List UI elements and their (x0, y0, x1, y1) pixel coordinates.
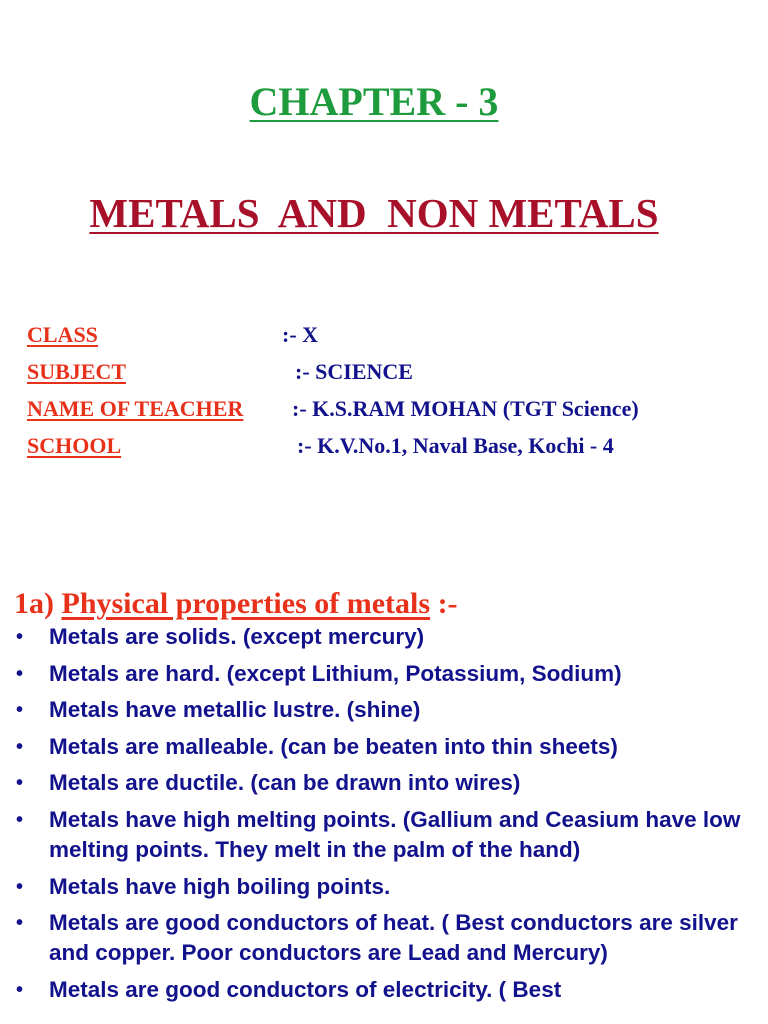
info-label: SCHOOL (27, 433, 122, 458)
list-item-text: Metals are good conductors of electricity. ( Best (49, 976, 562, 1002)
bullet-icon: • (16, 626, 24, 648)
list-item (0, 768, 768, 798)
section-title: Physical properties of metals (61, 587, 431, 620)
list-item (0, 659, 768, 689)
list-item (0, 622, 768, 652)
bullet-icon: • (16, 735, 24, 758)
section-separator: :- (437, 587, 458, 620)
bullet-icon: • (16, 808, 24, 831)
list-item (0, 872, 768, 902)
info-label: CLASS (27, 322, 98, 347)
info-row-subject (27, 357, 413, 387)
property-list (0, 622, 768, 1011)
topic-title: METALS AND NON METALS (89, 190, 659, 236)
list-item (0, 805, 768, 865)
info-row-teacher (27, 394, 639, 424)
bullet-icon: • (16, 912, 24, 935)
list-item-text: Metals are ductile. (can be drawn into wires) (49, 770, 521, 796)
chapter-title: CHAPTER - 3 (249, 79, 499, 124)
list-item-text: Metals are good conductors of heat. ( Best conductors are silver and copper. Poor conductors are Lead and Mercury) (49, 910, 738, 966)
info-value: :- K.V.No.1, Naval Base, Kochi - 4 (297, 433, 614, 458)
list-item (0, 975, 768, 1005)
info-value: :- K.S.RAM MOHAN (TGT Science) (292, 396, 639, 421)
info-value: :- X (282, 322, 319, 347)
info-label: SUBJECT (27, 359, 127, 384)
list-item-text: Metals are malleable. (can be beaten into thin sheets) (49, 733, 618, 759)
info-value: :- SCIENCE (295, 359, 413, 384)
info-row-school (27, 431, 614, 461)
bullet-icon: • (16, 978, 24, 1001)
bullet-icon: • (16, 662, 24, 685)
list-item (0, 732, 768, 762)
section-heading (14, 584, 458, 624)
list-item (0, 908, 768, 968)
bullet-icon: • (16, 772, 24, 795)
section-number: 1a) (14, 587, 54, 620)
list-item-text: Metals are hard. (except Lithium, Potassium, Sodium) (49, 660, 622, 686)
bullet-icon: • (16, 699, 24, 722)
list-item-text: Metals have high melting points. (Gallium and Ceasium have low melting points. They melt in the palm of the hand) (49, 806, 741, 862)
list-item-text: Metals are solids. (except mercury) (49, 624, 425, 649)
info-label: NAME OF TEACHER (27, 396, 244, 421)
list-item-text: Metals have metallic lustre. (shine) (49, 697, 421, 723)
list-item-text: Metals have high boiling points. (49, 873, 391, 899)
info-row-class (27, 320, 319, 350)
list-item (0, 695, 768, 725)
bullet-icon: • (16, 875, 24, 898)
